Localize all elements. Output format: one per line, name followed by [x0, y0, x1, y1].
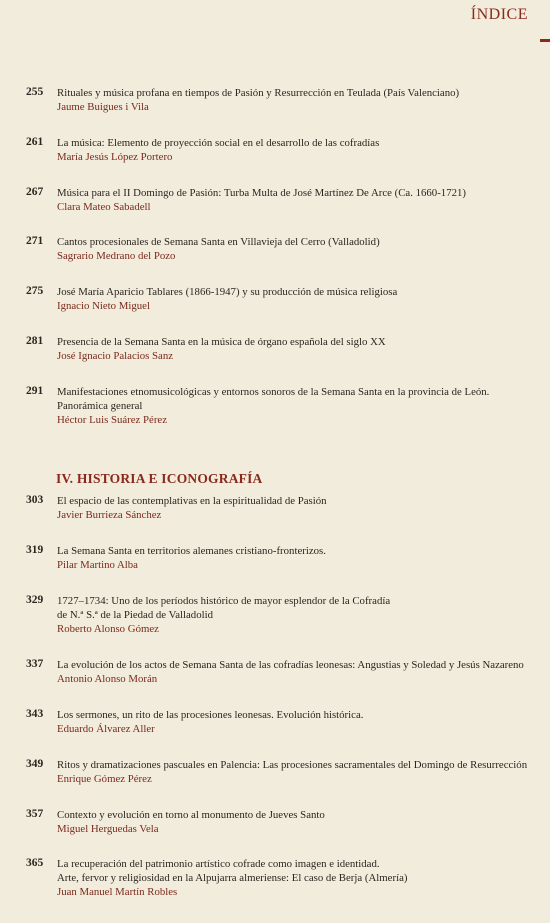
toc-entry-title: Panorámica general [57, 400, 143, 412]
toc-entry-author: Miguel Herguedas Vela [57, 823, 159, 835]
toc-entry-author: Sagrario Medrano del Pozo [57, 250, 176, 262]
toc-entry-author: Eduardo Álvarez Aller [57, 723, 155, 735]
toc-entry-text [57, 708, 537, 736]
toc-entry-author: Javier Burrieza Sánchez [57, 509, 162, 521]
toc-entry-title: Manifestaciones etnomusicológicas y entornos sonoros de la Semana Santa en la provincia de León. [57, 386, 490, 398]
toc-page-number: 261 [26, 136, 44, 148]
toc-page-number: 343 [26, 708, 44, 720]
toc-entry-text [57, 544, 537, 572]
toc-page-number: 337 [26, 658, 44, 670]
toc-entry-title: Cantos procesionales de Semana Santa en Villavieja del Cerro (Valladolid) [57, 236, 380, 248]
toc-entry-author: Antonio Alonso Morán [57, 673, 158, 685]
toc-entry-text [57, 808, 537, 836]
toc-entry-title: La evolución de los actos de Semana Santa de las cofradías leonesas: Angustias y Soledad y Jesús Nazareno [57, 659, 524, 671]
toc-page-number: 281 [26, 335, 44, 347]
toc-page-number: 303 [26, 494, 44, 506]
toc-entry-title: de N.ª S.ª de la Piedad de Valladolid [57, 609, 213, 621]
toc-entry-text [57, 385, 537, 427]
toc-entry-text [57, 335, 537, 363]
toc-entry-author: Ignacio Nieto Miguel [57, 300, 150, 312]
toc-page-number: 275 [26, 285, 44, 297]
toc-entry-text [57, 86, 537, 114]
toc-entry-text [57, 758, 537, 786]
toc-entry-title: 1727–1734: Uno de los períodos histórico de mayor esplendor de la Cofradía [57, 595, 391, 607]
toc-entry-title: La recuperación del patrimonio artístico cofrade como imagen e identidad. [57, 858, 380, 870]
toc-entry-author: Enrique Gómez Pérez [57, 773, 152, 785]
toc-entry-author: Roberto Alonso Gómez [57, 623, 159, 635]
toc-entry-text [57, 235, 537, 263]
page-edge-mark [540, 39, 550, 42]
section-heading: IV. HISTORIA E ICONOGRAFÍA [56, 471, 263, 486]
toc-entry-title: Arte, fervor y religiosidad en la Alpujarra almeriense: El caso de Berja (Almería) [57, 872, 408, 884]
toc-entry-author: Clara Mateo Sabadell [57, 201, 151, 213]
toc-page-number: 319 [26, 544, 44, 556]
toc-entry-title: El espacio de las contemplativas en la espiritualidad de Pasión [57, 495, 327, 507]
toc-entry-title: Los sermones, un rito de las procesiones leonesas. Evolución histórica. [57, 709, 364, 721]
toc-page-number: 357 [26, 808, 44, 820]
toc-entry-text [57, 658, 537, 686]
toc-entry-author: Jaume Buigues i Vila [57, 101, 149, 113]
toc-entry-author: Juan Manuel Martín Robles [57, 886, 178, 898]
toc-entry-title: Ritos y dramatizaciones pascuales en Palencia: Las procesiones sacramentales del Domingo de Resurrección [57, 759, 528, 771]
toc-entry-text [57, 285, 537, 313]
page-header-title: ÍNDICE [470, 6, 528, 23]
toc-entry-text [57, 186, 537, 214]
toc-entry-title: La Semana Santa en territorios alemanes cristiano-fronterizos. [57, 545, 326, 557]
toc-entry-text [57, 594, 537, 636]
toc-entry-title: Rituales y música profana en tiempos de Pasión y Resurrección en Teulada (País Valenciano) [57, 87, 460, 99]
toc-page-number: 267 [26, 186, 44, 198]
toc-page-number: 291 [26, 385, 44, 397]
toc-page-number: 255 [26, 86, 44, 98]
toc-entry-title: Música para el II Domingo de Pasión: Turba Multa de José Martínez De Arce (Ca. 1660-1721) [57, 187, 466, 199]
toc-entry-author: María Jesús López Portero [57, 151, 173, 163]
toc-page-number: 365 [26, 857, 44, 869]
toc-entry-author: José Ignacio Palacios Sanz [57, 350, 174, 362]
toc-page-number: 271 [26, 235, 44, 247]
toc-entry-text [57, 494, 537, 522]
toc-entry-title: José María Aparicio Tablares (1866-1947) y su producción de música religiosa [57, 286, 398, 298]
toc-entry-author: Héctor Luis Suárez Pérez [57, 414, 168, 426]
toc-entry-author: Pilar Martino Alba [57, 559, 138, 571]
toc-page-number: 349 [26, 758, 44, 770]
toc-entry-title: La música: Elemento de proyección social en el desarrollo de las cofradías [57, 137, 380, 149]
toc-page-number: 329 [26, 594, 44, 606]
toc-entry-text [57, 136, 537, 164]
toc-entry-title: Contexto y evolución en torno al monumento de Jueves Santo [57, 809, 325, 821]
toc-entry-title: Presencia de la Semana Santa en la música de órgano española del siglo XX [57, 336, 386, 348]
toc-entry-text [57, 857, 537, 899]
